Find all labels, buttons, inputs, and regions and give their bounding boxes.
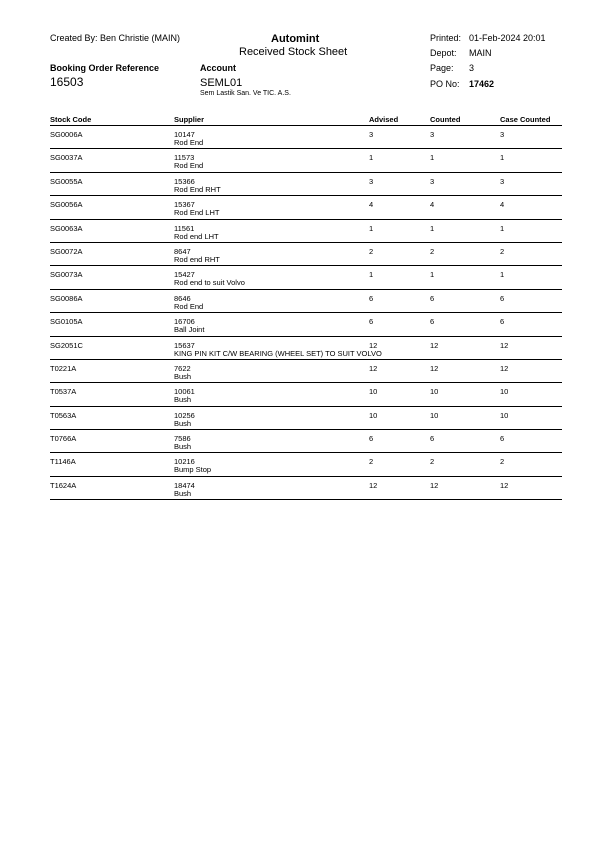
case-counted-cell: 12 — [500, 363, 509, 373]
po-label: PO No: — [430, 79, 460, 89]
depot-value: MAIN — [469, 48, 492, 58]
description-cell: Bush — [174, 395, 192, 405]
description-cell: Bump Stop — [174, 465, 212, 475]
printed-label: Printed: — [430, 33, 462, 43]
case-counted-cell: 2 — [500, 246, 505, 256]
account-label: Account — [200, 63, 236, 73]
case-counted-cell: 6 — [500, 434, 505, 444]
counted-cell: 12 — [430, 363, 439, 373]
counted-cell: 10 — [430, 387, 439, 397]
table-row — [50, 360, 562, 383]
created-by: Created By: Ben Christie (MAIN) — [50, 33, 181, 43]
description-cell: Rod End — [174, 161, 204, 171]
col-counted: Counted — [430, 115, 461, 124]
stock-code-cell: SG0055A — [50, 176, 83, 186]
case-counted-cell: 3 — [500, 176, 505, 186]
table-body — [50, 126, 562, 500]
case-counted-cell: 1 — [500, 223, 505, 233]
table-row — [50, 243, 562, 266]
counted-cell: 6 — [430, 317, 435, 327]
counted-cell: 6 — [430, 434, 435, 444]
case-counted-cell: 2 — [500, 457, 505, 467]
advised-cell: 12 — [369, 340, 378, 350]
table-row — [50, 126, 562, 149]
supplier-code-cell: 8647 — [174, 246, 191, 256]
advised-cell: 10 — [369, 410, 378, 420]
booking-label: Booking Order Reference — [50, 63, 160, 73]
table-row — [50, 196, 562, 219]
stock-code-cell: SG0063A — [50, 223, 83, 233]
company-name: Automint — [271, 33, 320, 45]
account-name: Sem Lastik San. Ve TIC. A.S. — [200, 90, 291, 97]
table-row — [50, 266, 562, 289]
col-case-counted: Case Counted — [500, 115, 551, 124]
description-cell: Bush — [174, 371, 192, 381]
description-cell: Rod End LHT — [174, 208, 220, 218]
col-advised: Advised — [369, 115, 399, 124]
supplier-code-cell: 10147 — [174, 130, 195, 139]
table-row — [50, 337, 562, 360]
supplier-code-cell: 7622 — [174, 363, 191, 373]
supplier-code-cell: 15637 — [174, 340, 195, 350]
counted-cell: 3 — [430, 176, 435, 186]
stock-code-cell: SG0072A — [50, 246, 83, 256]
description-cell: Rod End — [174, 138, 204, 147]
description-cell: Rod end RHT — [174, 254, 220, 264]
booking-value: 16503 — [50, 75, 84, 89]
advised-cell: 4 — [369, 200, 374, 210]
counted-cell: 1 — [430, 270, 435, 280]
advised-cell: 2 — [369, 246, 374, 256]
page-label: Page: — [430, 63, 454, 73]
supplier-code-cell: 11561 — [174, 223, 195, 233]
advised-cell: 2 — [369, 457, 374, 467]
advised-cell: 3 — [369, 176, 374, 186]
table-row — [50, 220, 562, 243]
stock-code-cell: SG0056A — [50, 200, 83, 210]
depot-label: Depot: — [430, 48, 457, 58]
table-row — [50, 407, 562, 430]
counted-cell: 1 — [430, 223, 435, 233]
table-row — [50, 290, 562, 313]
table-row — [50, 149, 562, 172]
counted-cell: 3 — [430, 130, 435, 139]
advised-cell: 6 — [369, 317, 374, 327]
stock-code-cell: T1624A — [50, 480, 77, 490]
supplier-code-cell: 10061 — [174, 387, 195, 397]
advised-cell: 12 — [369, 363, 378, 373]
account-value: SEML01 — [200, 77, 243, 89]
counted-cell: 12 — [430, 340, 439, 350]
table-row — [50, 313, 562, 336]
case-counted-cell: 12 — [500, 480, 509, 490]
case-counted-cell: 6 — [500, 317, 505, 327]
counted-cell: 6 — [430, 293, 435, 303]
description-cell: Rod end LHT — [174, 231, 219, 241]
stock-code-cell: SG0073A — [50, 270, 83, 280]
case-counted-cell: 10 — [500, 387, 509, 397]
table-row — [50, 477, 562, 500]
stock-code-cell: SG0006A — [50, 130, 83, 139]
supplier-code-cell: 18474 — [174, 480, 195, 490]
advised-cell: 12 — [369, 480, 378, 490]
stock-code-cell: T0221A — [50, 363, 77, 373]
description-cell: Bush — [174, 418, 192, 428]
advised-cell: 3 — [369, 130, 374, 139]
description-cell: Rod end to suit Volvo — [174, 278, 245, 288]
counted-cell: 10 — [430, 410, 439, 420]
counted-cell: 12 — [430, 480, 439, 490]
supplier-code-cell: 11573 — [174, 153, 195, 163]
supplier-code-cell: 16706 — [174, 317, 195, 327]
supplier-code-cell: 10216 — [174, 457, 195, 467]
case-counted-cell: 1 — [500, 270, 505, 280]
advised-cell: 1 — [369, 223, 374, 233]
description-cell: KING PIN KIT C/W BEARING (WHEEL SET) TO SUIT VOLVO — [174, 348, 382, 358]
supplier-code-cell: 7586 — [174, 434, 191, 444]
stock-table — [50, 114, 562, 500]
po-value: 17462 — [469, 79, 495, 89]
advised-cell: 1 — [369, 153, 374, 163]
counted-cell: 1 — [430, 153, 435, 163]
advised-cell: 6 — [369, 434, 374, 444]
stock-code-cell: T0563A — [50, 410, 77, 420]
stock-code-cell: SG0105A — [50, 317, 83, 327]
table-row — [50, 430, 562, 453]
stock-code-cell: SG0037A — [50, 153, 83, 163]
counted-cell: 2 — [430, 457, 435, 467]
table-row — [50, 383, 562, 406]
printed-value: 01-Feb-2024 20:01 — [469, 33, 546, 43]
case-counted-cell: 6 — [500, 293, 505, 303]
description-cell: Bush — [174, 488, 192, 498]
table-row — [50, 453, 562, 476]
stock-code-cell: T0766A — [50, 434, 77, 444]
description-cell: Ball Joint — [174, 325, 205, 335]
table-row — [50, 173, 562, 196]
table-header — [50, 114, 562, 126]
stock-code-cell: SG2051C — [50, 340, 83, 350]
case-counted-cell: 10 — [500, 410, 509, 420]
page-value: 3 — [469, 63, 475, 73]
stock-code-cell: T1146A — [50, 457, 76, 467]
stock-code-cell: SG0086A — [50, 293, 83, 303]
description-cell: Rod End RHT — [174, 184, 221, 194]
advised-cell: 1 — [369, 270, 374, 280]
case-counted-cell: 3 — [500, 130, 505, 139]
advised-cell: 10 — [369, 387, 378, 397]
case-counted-cell: 4 — [500, 200, 505, 210]
case-counted-cell: 12 — [500, 340, 509, 350]
counted-cell: 2 — [430, 246, 435, 256]
advised-cell: 6 — [369, 293, 374, 303]
col-stock-code: Stock Code — [50, 115, 92, 124]
supplier-code-cell: 15366 — [174, 176, 195, 186]
stock-code-cell: T0537A — [50, 387, 77, 397]
supplier-code-cell: 15367 — [174, 200, 195, 210]
description-cell: Bush — [174, 442, 192, 452]
description-cell: Rod End — [174, 301, 204, 311]
col-supplier: Supplier — [174, 115, 205, 124]
case-counted-cell: 1 — [500, 153, 505, 163]
supplier-code-cell: 8646 — [174, 293, 191, 303]
sheet-title: Received Stock Sheet — [239, 46, 348, 58]
supplier-code-cell: 10256 — [174, 410, 195, 420]
counted-cell: 4 — [430, 200, 435, 210]
supplier-code-cell: 15427 — [174, 270, 195, 280]
